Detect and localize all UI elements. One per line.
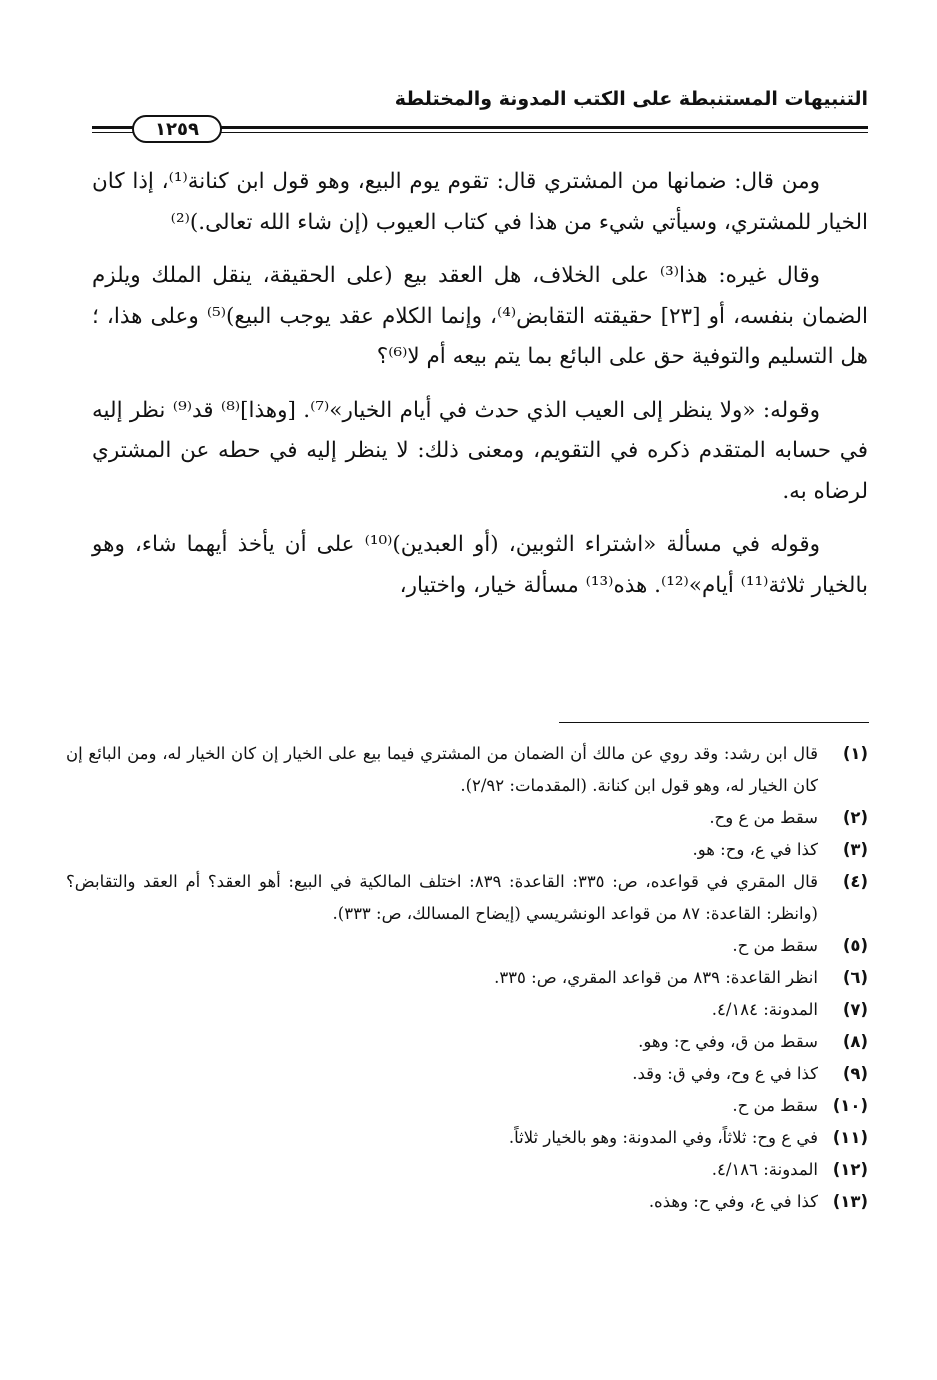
footnote bbox=[66, 994, 868, 1026]
footnote-number: (٤) bbox=[842, 872, 868, 891]
page-number: ١٢٥٩ bbox=[132, 115, 222, 143]
footnote-number: (١) bbox=[842, 744, 868, 763]
paragraph: ومن قال: ضمانها من المشتري قال: تقوم يوم البيع، وهو قول ابن كنانة⁽¹⁾، إذا كان الخيار للمشتري، وسيأتي شيء من هذا في كتاب العيوب (إن شاء الله تعالى.)⁽²⁾ bbox=[92, 169, 868, 235]
footnote-text: المدونة: ٤/١٨٤. bbox=[711, 1000, 818, 1019]
footnote bbox=[66, 1186, 868, 1218]
footnote-text: سقط من ح. bbox=[732, 1096, 818, 1115]
footnote-number: (٧) bbox=[842, 1000, 868, 1019]
paragraph: وقوله في مسألة «اشتراء الثوبين، (أو العبدين)⁽¹⁰⁾ على أن يأخذ أيهما شاء، وهو بالخيار ثلاثة⁽¹¹⁾ أيام»⁽¹²⁾. هذه⁽¹³⁾ مسألة خيار، واختيار، bbox=[92, 532, 868, 598]
footnote-number: (١٠) bbox=[832, 1096, 868, 1115]
footnote-number: (٥) bbox=[842, 936, 868, 955]
footnote-text: سقط من ق، وفي ح: وهو. bbox=[638, 1032, 818, 1051]
footnote-number: (١٢) bbox=[832, 1160, 868, 1179]
footnote-number: (١١) bbox=[832, 1128, 868, 1147]
footnotes bbox=[66, 738, 868, 1218]
footnote bbox=[66, 738, 868, 802]
footnote-number: (٦) bbox=[842, 968, 868, 987]
footnote bbox=[66, 1090, 868, 1122]
footnote bbox=[66, 1058, 868, 1090]
footnote bbox=[66, 834, 868, 866]
footnote-text: المدونة: ٤/١٨٦. bbox=[711, 1160, 818, 1179]
footnote-number: (٩) bbox=[842, 1064, 868, 1083]
page-header bbox=[92, 88, 868, 148]
footnote bbox=[66, 962, 868, 994]
footnote-text: كذا في ع، وفي ح: وهذه. bbox=[648, 1192, 818, 1211]
footnote bbox=[66, 1026, 868, 1058]
footnote-number: (٢) bbox=[842, 808, 868, 827]
footnote bbox=[66, 930, 868, 962]
footnote-text: في ع وح: ثلاثاً، وفي المدونة: وهو بالخيار ثلاثاً. bbox=[508, 1128, 818, 1147]
footnote bbox=[66, 866, 868, 930]
footnote-text: سقط من ع وح. bbox=[709, 808, 818, 827]
paragraph: وقال غيره: هذا⁽³⁾ على الخلاف، هل العقد بيع (على الحقيقة، ينقل الملك ويلزم الضمان بنفسه، أو [٢٣] حقيقته التقابض⁽⁴⁾، وإنما الكلام عقد يوجب البيع)⁽⁵⁾ وعلى هذا، ؛ هل التسليم والتوفية حق على البائع بما يتم بيعه أم لا⁽⁶⁾؟ bbox=[92, 263, 868, 369]
footnote-text: كذا في ع، وح: هو. bbox=[692, 840, 818, 859]
paragraph: وقوله: «ولا ينظر إلى العيب الذي حدث في أيام الخيار»⁽⁷⁾. [وهذا]⁽⁸⁾ قد⁽⁹⁾ نظر إليه في حسابه المتقدم ذكره في التقويم، ومعنى ذلك: لا ينظر إليه في حطه عن المشتري لرضاه به. bbox=[92, 397, 868, 504]
footnote-text: سقط من ح. bbox=[732, 936, 818, 955]
footnote-separator bbox=[559, 722, 869, 723]
footnote-text: قال ابن رشد: وقد روي عن مالك أن الضمان من المشتري فيما بيع على الخيار إن كان الخيار له، ومن البائع إن كان الخيار له، وهو قول ابن كنانة. (المقدمات: ٢/٩٢). bbox=[66, 744, 818, 795]
footnote bbox=[66, 1154, 868, 1186]
main-text bbox=[92, 162, 868, 619]
footnote bbox=[66, 802, 868, 834]
footnote-text: قال المقري في قواعده، ص: ٣٣٥: القاعدة: ٨٣٩: اختلف المالكية في البيع: أهو العقد؟ أم العقد والتقابض؟ (وانظر: القاعدة: ٨٧ من قواعد الونشريسي (إيضاح المسالك، ص: ٣٣٣). bbox=[66, 872, 818, 923]
footnote-number: (١٣) bbox=[832, 1192, 868, 1211]
running-title: التنبيهات المستنبطة على الكتب المدونة والمختلطة bbox=[394, 88, 868, 110]
footnote bbox=[66, 1122, 868, 1154]
footnote-number: (٨) bbox=[842, 1032, 868, 1051]
footnote-number: (٣) bbox=[842, 840, 868, 859]
footnote-text: انظر القاعدة: ٨٣٩ من قواعد المقري، ص: ٣٣٥. bbox=[494, 968, 818, 987]
footnote-text: كذا في ع وح، وفي ق: وقد. bbox=[632, 1064, 818, 1083]
